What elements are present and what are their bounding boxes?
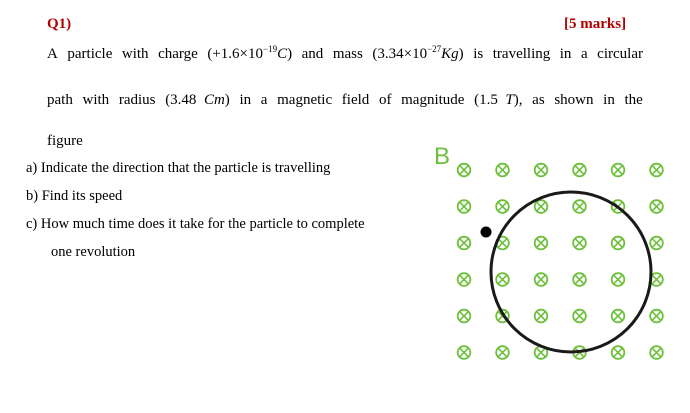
field-value bbox=[474, 92, 522, 109]
into-page-cross-icon bbox=[496, 164, 509, 177]
radius-number: (3.48 bbox=[165, 92, 197, 108]
word: with bbox=[82, 92, 110, 108]
word: in bbox=[559, 46, 572, 62]
into-page-cross-icon bbox=[650, 346, 663, 359]
into-page-cross-icon bbox=[573, 237, 586, 250]
into-page-cross-icon bbox=[612, 164, 625, 177]
into-page-cross-icon bbox=[573, 200, 586, 213]
charge-value bbox=[207, 46, 292, 63]
magnetic-field-figure bbox=[430, 136, 678, 368]
particle-dot bbox=[481, 227, 492, 238]
charge-mantissa: (+1.6×10 bbox=[207, 46, 263, 62]
radius-value bbox=[165, 92, 230, 109]
word: and bbox=[301, 46, 324, 62]
into-page-cross-icon bbox=[535, 310, 548, 323]
into-page-cross-icon bbox=[650, 310, 663, 323]
question-number: Q1) bbox=[47, 16, 72, 32]
question-line-2 bbox=[47, 92, 643, 109]
charge-close: ) bbox=[287, 46, 293, 62]
into-page-cross-icon bbox=[535, 164, 548, 177]
into-page-cross-icon bbox=[458, 164, 471, 177]
into-page-cross-icon bbox=[535, 273, 548, 286]
field-unit: T bbox=[505, 92, 514, 108]
into-page-cross-icon bbox=[458, 237, 471, 250]
word: a bbox=[580, 46, 588, 62]
word: is bbox=[473, 46, 484, 62]
sub-question-c: c) How much time does it take for the particle to complete bbox=[26, 216, 365, 232]
word: travelling bbox=[492, 46, 551, 62]
into-page-cross-icon bbox=[573, 164, 586, 177]
into-page-cross-icon bbox=[496, 273, 509, 286]
radius-unit: Cm bbox=[203, 92, 225, 108]
field-label: B bbox=[434, 143, 451, 170]
word: the bbox=[624, 92, 643, 108]
word: particle bbox=[67, 46, 113, 62]
into-page-cross-icon bbox=[650, 164, 663, 177]
mass-value bbox=[372, 46, 463, 63]
into-page-cross-icon bbox=[496, 200, 509, 213]
sub-question-a: a) Indicate the direction that the particle is travelling bbox=[26, 160, 331, 176]
word: circular bbox=[597, 46, 643, 62]
into-page-cross-icon bbox=[650, 237, 663, 250]
mass-unit: Kg bbox=[441, 46, 459, 62]
word: field bbox=[341, 92, 370, 108]
field-number: (1.5 bbox=[474, 92, 498, 108]
word: magnetic bbox=[277, 92, 333, 108]
word: charge bbox=[158, 46, 198, 62]
word: A bbox=[47, 46, 58, 62]
into-page-cross-icon bbox=[458, 200, 471, 213]
mass-exponent: −27 bbox=[427, 44, 442, 54]
sub-question-c-continued: one revolution bbox=[51, 244, 136, 260]
word: of bbox=[378, 92, 392, 108]
into-page-cross-icon bbox=[496, 346, 509, 359]
word: a bbox=[260, 92, 268, 108]
into-page-cross-icon bbox=[573, 310, 586, 323]
charge-unit: C bbox=[277, 46, 288, 62]
mass-close: ) bbox=[458, 46, 464, 62]
word: mass bbox=[332, 46, 363, 62]
word: in bbox=[239, 92, 252, 108]
into-page-cross-icon bbox=[612, 237, 625, 250]
word: shown bbox=[554, 92, 594, 108]
into-page-cross-icon bbox=[458, 346, 471, 359]
into-page-cross-icon bbox=[612, 273, 625, 286]
charge-exponent: −19 bbox=[263, 44, 278, 54]
word: path bbox=[47, 92, 73, 108]
into-page-cross-icon bbox=[573, 273, 586, 286]
field-close: ), bbox=[513, 92, 523, 108]
into-page-cross-icon bbox=[535, 200, 548, 213]
circular-path bbox=[491, 192, 651, 352]
question-line-3: figure bbox=[47, 133, 83, 149]
word: radius bbox=[118, 92, 156, 108]
radius-close: ) bbox=[224, 92, 230, 108]
into-page-cross-icon bbox=[535, 237, 548, 250]
into-page-cross-icon bbox=[458, 273, 471, 286]
mass-mantissa: (3.34×10 bbox=[372, 46, 428, 62]
into-page-cross-icon bbox=[458, 310, 471, 323]
into-page-cross-icon bbox=[612, 346, 625, 359]
word: in bbox=[603, 92, 615, 108]
question-line-1 bbox=[47, 46, 643, 63]
question-marks: [5 marks] bbox=[564, 16, 627, 32]
word: as bbox=[532, 92, 545, 108]
into-page-cross-icon bbox=[650, 200, 663, 213]
into-page-cross-icon bbox=[612, 310, 625, 323]
word: with bbox=[121, 46, 149, 62]
sub-question-b: b) Find its speed bbox=[26, 188, 123, 204]
word: magnitude bbox=[401, 92, 465, 108]
